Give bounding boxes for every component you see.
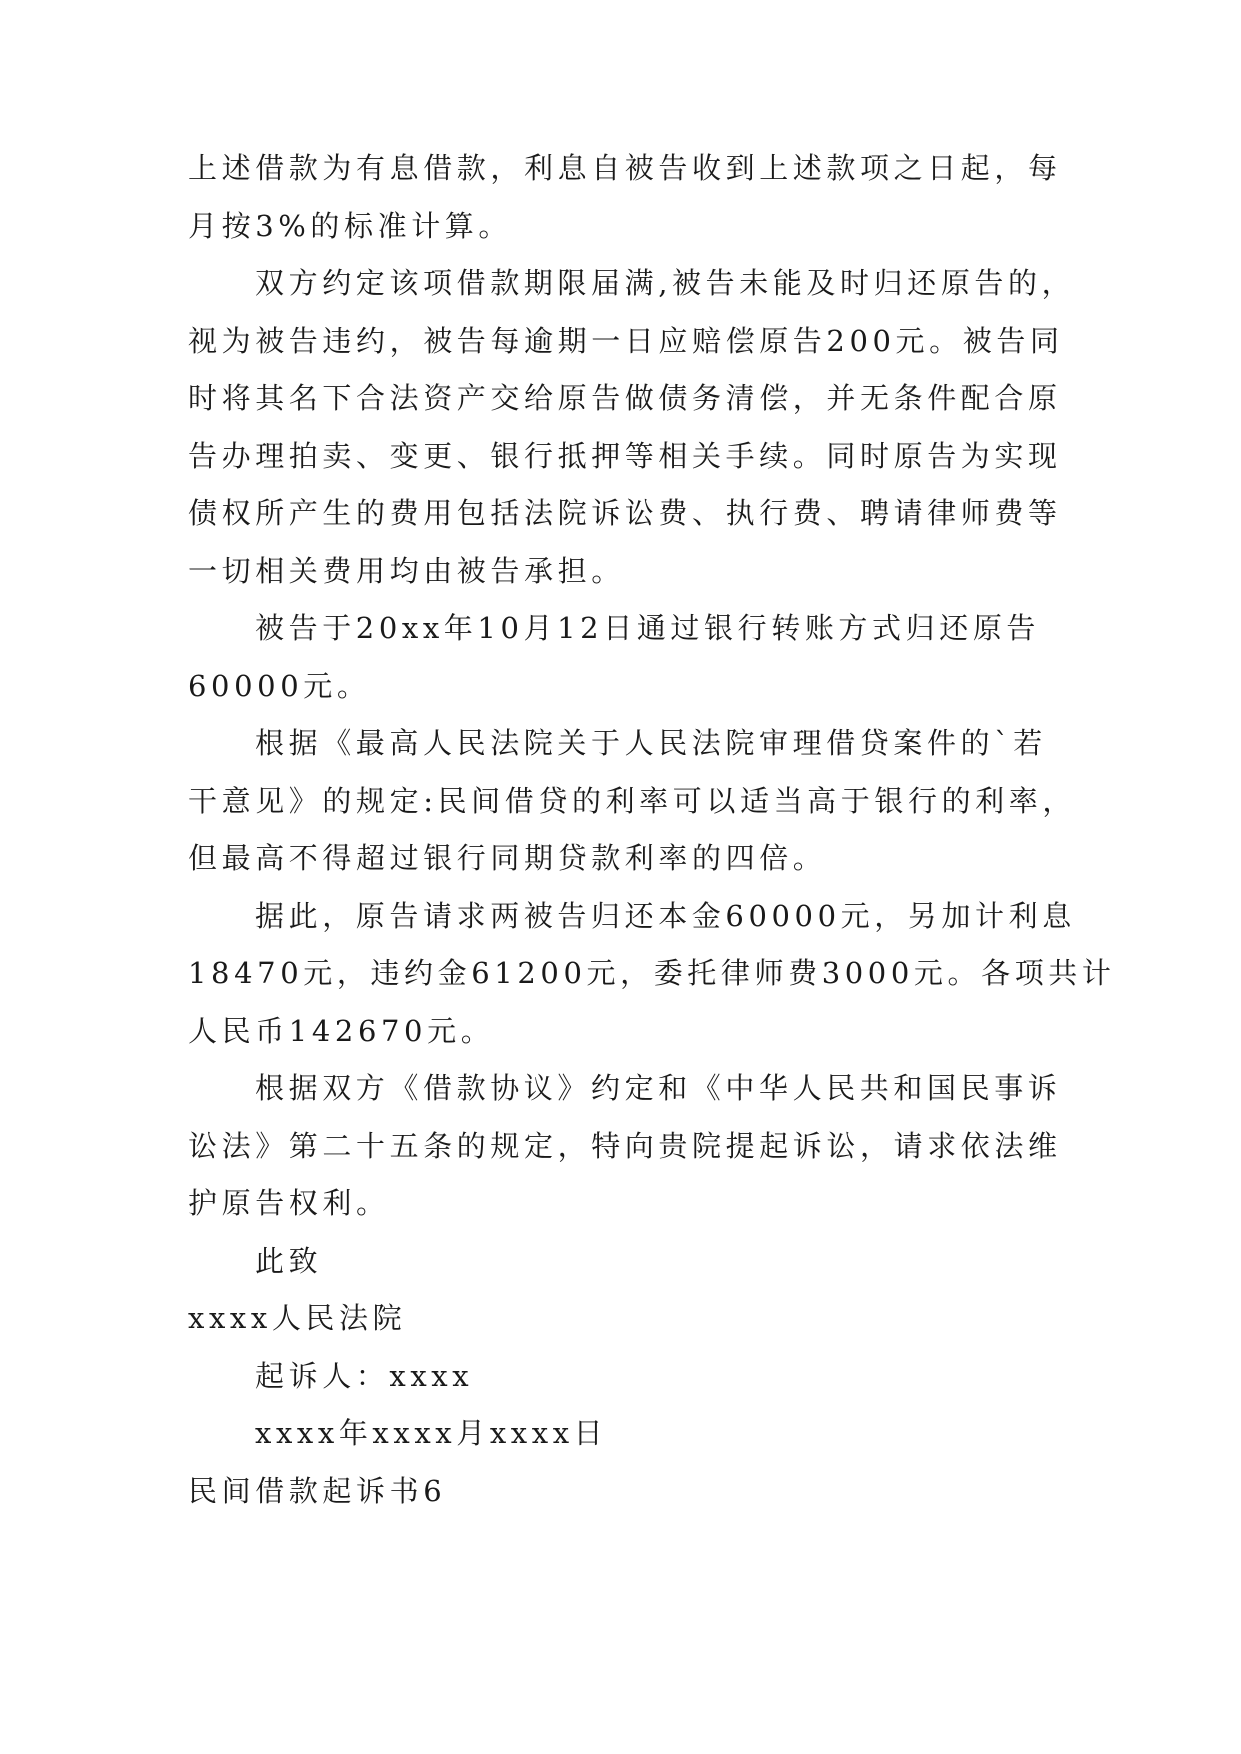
text-line: 视为被告违约，被告每逾期一日应赔偿原告200元。被告同 [188,324,1064,358]
text-line: 根据《最高人民法院关于人民法院审理借贷案件的`若 [255,726,1047,760]
closing-salutation: 此致 [255,1244,323,1278]
text-line: 人民币142670元。 [188,1014,495,1048]
text-line: 双方约定该项借款期限届满,被告未能及时归还原告的， [255,266,1076,300]
text-line: 月按3%的标准计算。 [188,209,513,243]
text-line: 讼法》第二十五条的规定，特向贵院提起诉讼，请求依法维 [188,1129,1062,1163]
court-name: xxxx人民法院 [188,1301,407,1335]
text-line: 告办理拍卖、变更、银行抵押等相关手续。同时原告为实现 [188,439,1062,473]
document-date: xxxx年xxxx月xxxx日 [255,1416,608,1450]
text-line: 时将其名下合法资产交给原告做债务清偿，并无条件配合原 [188,381,1062,415]
text-line: 被告于20xx年10月12日通过银行转账方式归还原告 [255,611,1041,645]
text-line: 根据双方《借款协议》约定和《中华人民共和国民事诉 [255,1071,1062,1105]
text-line: 但最高不得超过银行同期贷款利率的四倍。 [188,841,827,875]
text-line: 干意见》的规定:民间借贷的利率可以适当高于银行的利率， [188,784,1076,818]
section-title: 民间借款起诉书6 [188,1474,447,1508]
plaintiff-signature: 起诉人：xxxx [255,1359,474,1393]
text-line: 18470元，违约金61200元，委托律师费3000元。各项共计 [188,956,1116,990]
text-line: 上述借款为有息借款，利息自被告收到上述款项之日起，每 [188,151,1062,185]
text-line: 一切相关费用均由被告承担。 [188,554,625,588]
text-line: 60000元。 [188,669,371,703]
text-line: 护原告权利。 [188,1186,390,1220]
text-line: 据此，原告请求两被告归还本金60000元，另加计利息 [255,899,1076,933]
text-line: 债权所产生的费用包括法院诉讼费、执行费、聘请律师费等 [188,496,1062,530]
